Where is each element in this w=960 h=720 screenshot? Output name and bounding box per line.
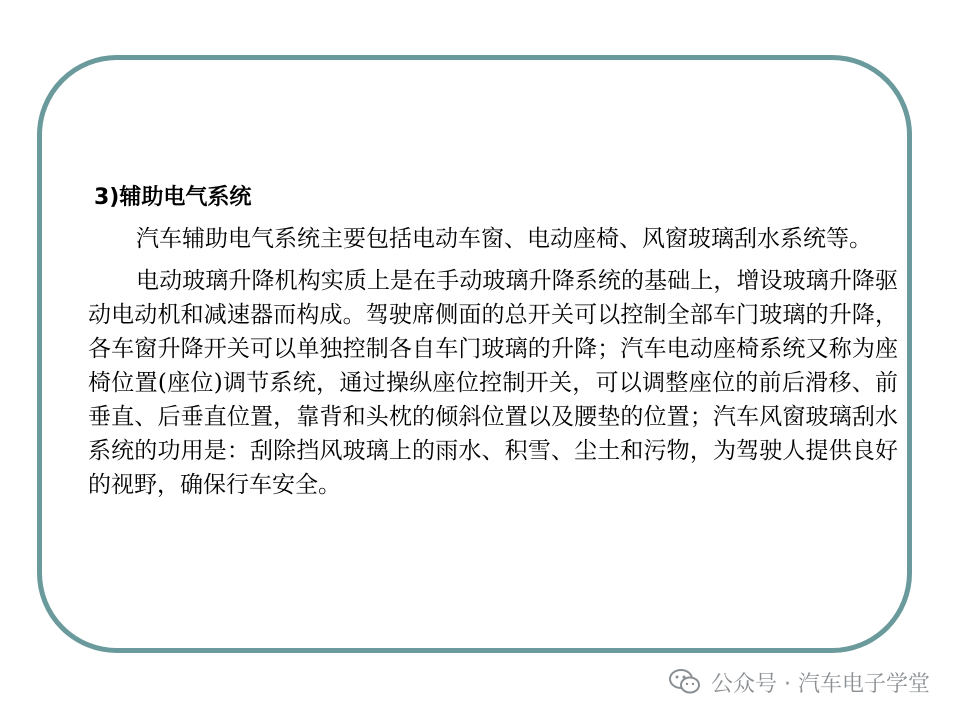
watermark (669, 664, 930, 700)
paragraph-details: 电动玻璃升降机构实质上是在手动玻璃升降系统的基础上，增设玻璃升降驱动电动机和减速器而构成。驾驶席侧面的总开关可以控制全部车门玻璃的升降，各车窗升降开关可以单独控制各自车门玻璃的升降；汽车电动座椅系统又称为座椅位置(座位)调节系统，通过操纵座位控制开关，可以调整座位的前后滑移、前垂直、后垂直位置，靠背和头枕的倾斜位置以及腰垫的位置；汽车风窗玻璃刮水系统的功用是：刮除挡风玻璃上的雨水、积雪、尘土和污物，为驾驶人提供良好的视野，确保行车安全。 (88, 268, 898, 498)
paragraph-intro: 汽车辅助电气系统主要包括电动车窗、电动座椅、风窗玻璃刮水系统等。 (136, 226, 872, 252)
wechat-icon (669, 668, 701, 696)
section-heading: 3)辅助电气系统 (94, 185, 252, 210)
watermark-text: 公众号 · 汽车电子学堂 (711, 671, 930, 697)
slide-content (88, 180, 898, 510)
